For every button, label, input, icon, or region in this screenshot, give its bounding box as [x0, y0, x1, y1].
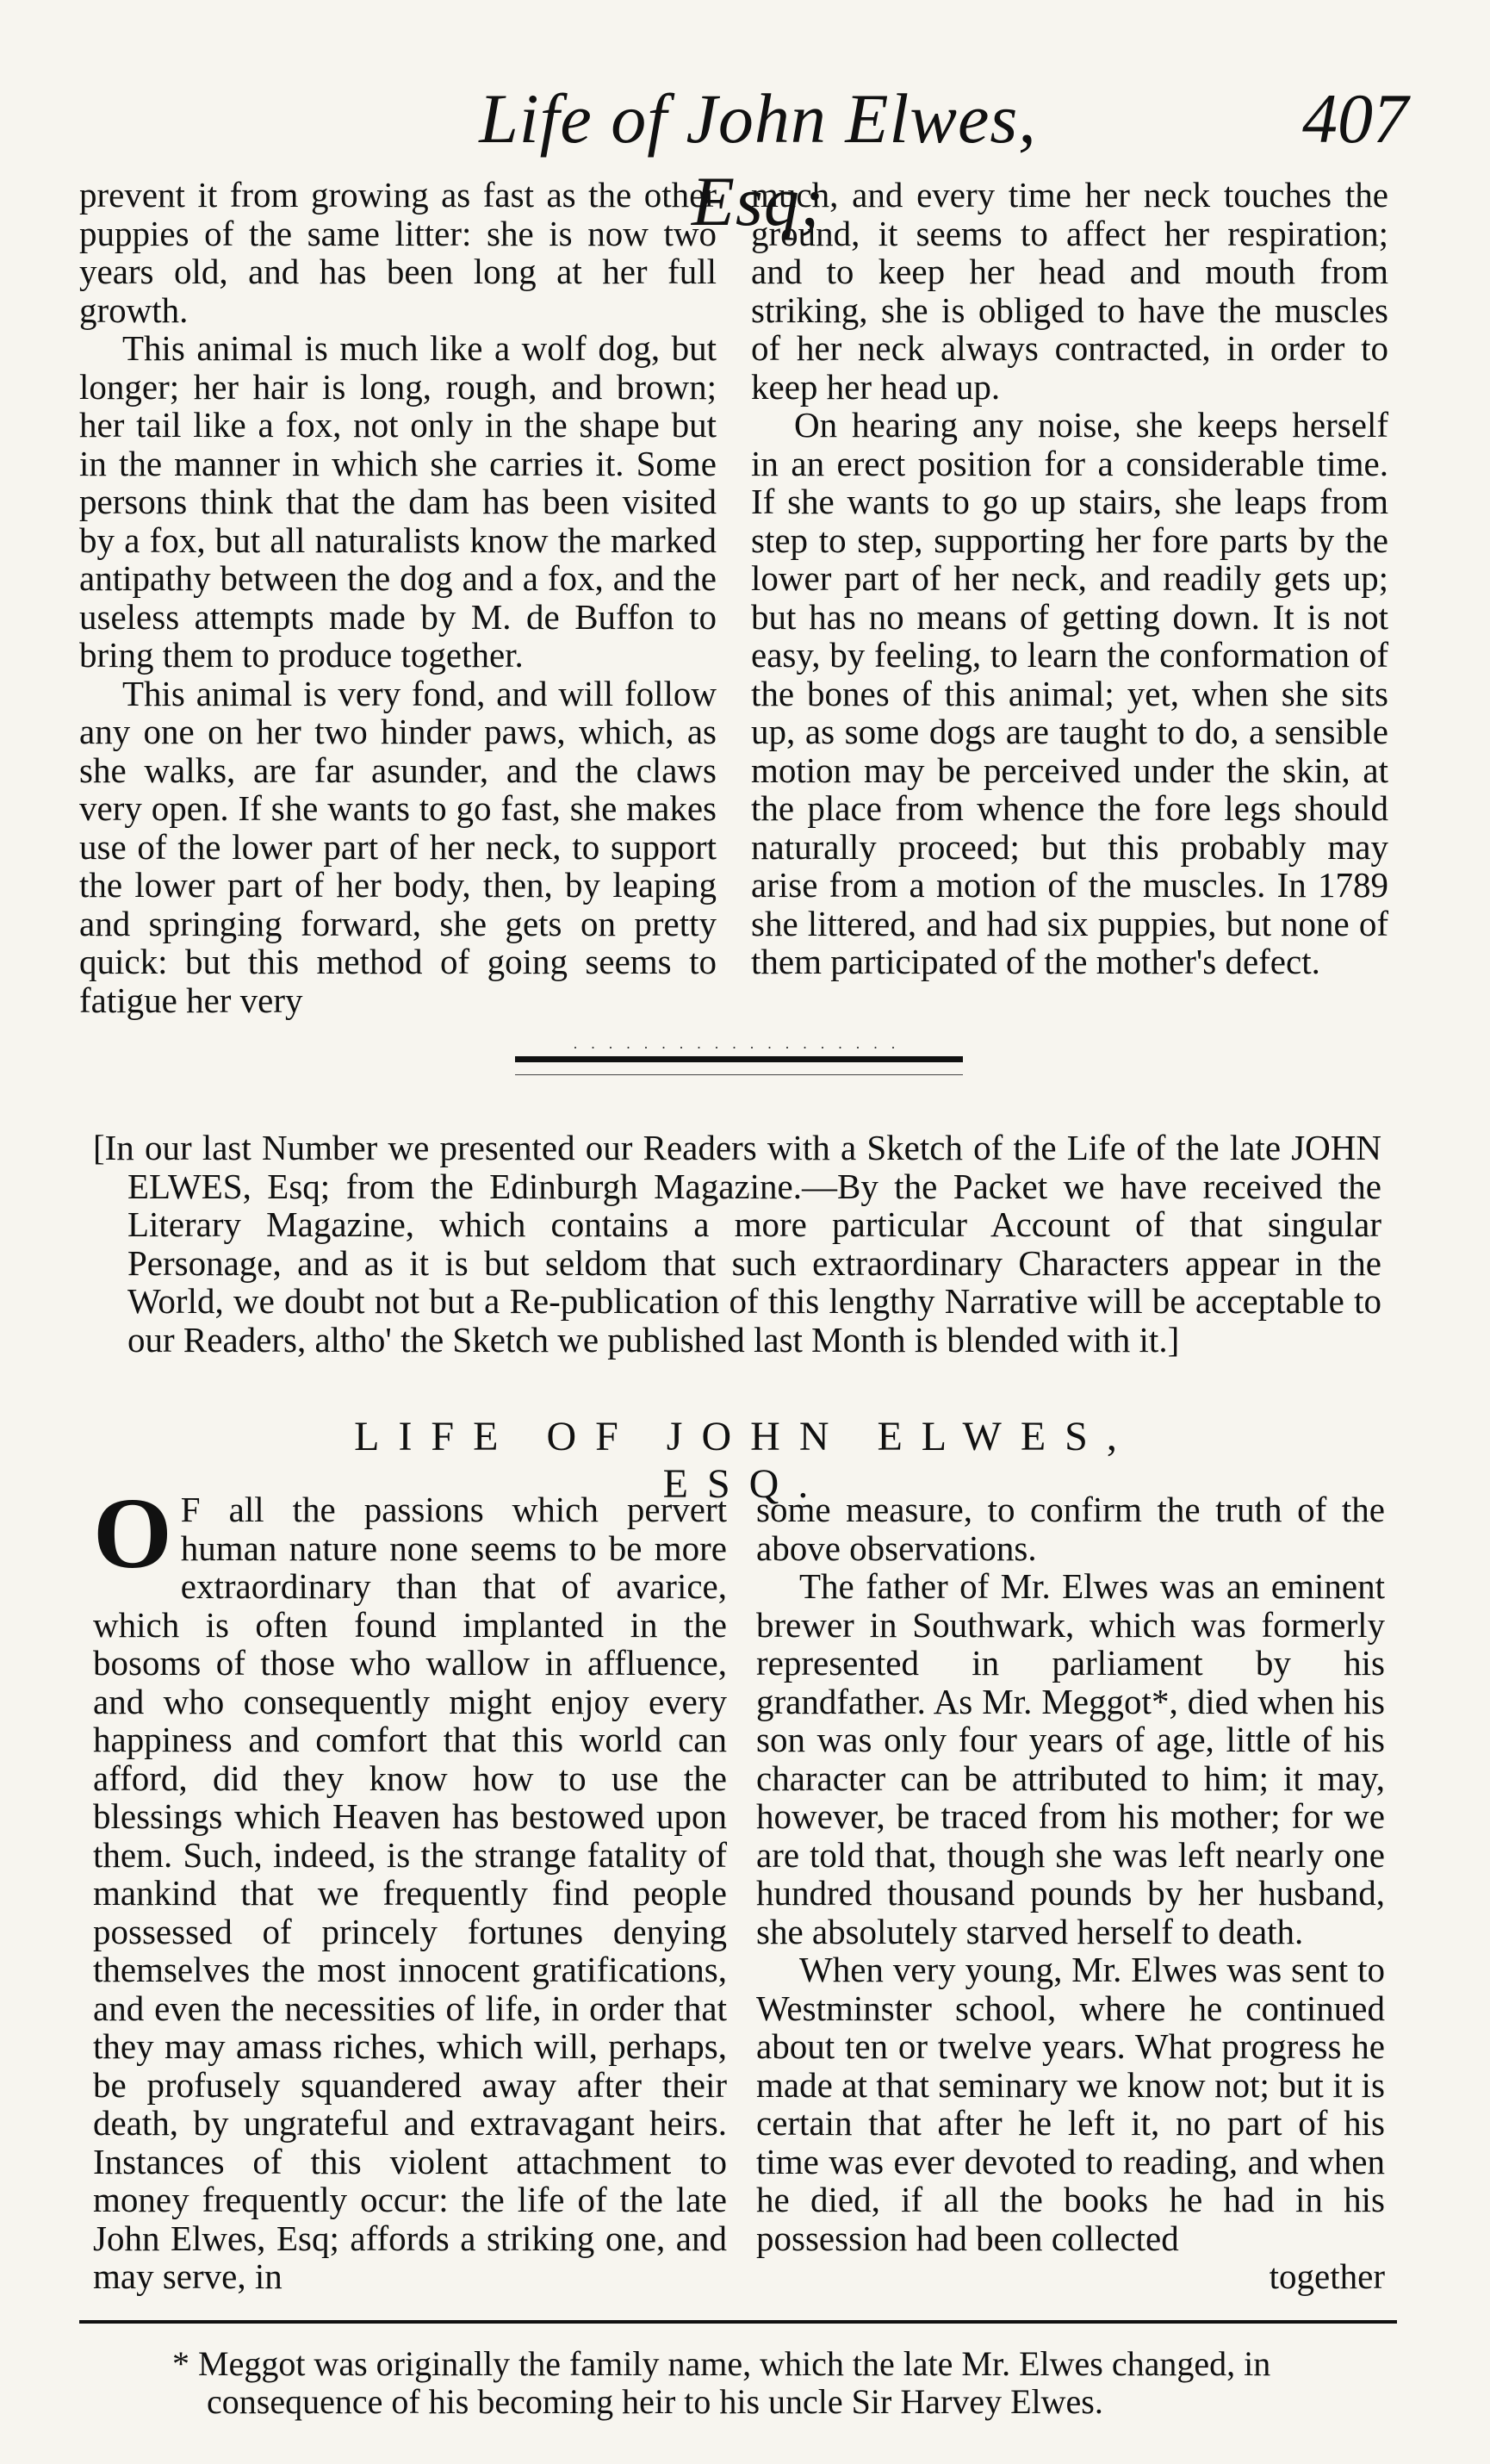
section-divider-rule: [515, 1056, 963, 1075]
running-title: Life of John Elwes, Esq;: [479, 79, 1037, 240]
catchword: together: [1269, 2256, 1385, 2296]
article-title: LIFE OF JOHN ELWES, ESQ.: [354, 1414, 1136, 1507]
paragraph: some measure, to confirm the truth of the above observations.: [756, 1490, 1385, 1568]
paragraph: [93, 1477, 727, 2296]
paragraph-text: F all the passions which pervert human nature none seems to be more extraordinary than that of avarice, which is often found implanted in the bosoms of those who wallow in affluence, and who consequently might enjoy every happiness and comfort that this world can afford, did they know how to use the blessings which Heaven has bestowed upon them. Such, indeed, is the strange fatality of mankind that we frequently find people possessed of princely fortunes denying themselves the most innocent gratifications, and even the necessities of life, in order that they may amass riches, which will, perhaps, be profusely squandered away after their death, by ungrateful and extravagant heirs. Instances of this violent attachment to money frequently occur: the life of the late John Elwes, Esq; affords a striking one, and may serve, in: [93, 1490, 727, 2296]
paragraph: This animal is much like a wolf dog, but longer; her hair is long, rough, and brown; her tail like a fox, not only in the shape but in the manner in which she carries it. Some persons think that the dam has been visited by a fox, but all naturalists know the marked antipathy between the dog and a fox, and the useless attempts made by M. de Buffon to bring them to produce together.: [79, 328, 717, 675]
paragraph: much, and every time her neck touches the ground, it seems to affect her respiration; and to keep her head and mouth from striking, she is obliged to have the muscles of her neck always contracted, in order to keep her head up.: [751, 175, 1388, 407]
footnote-rule: [79, 2320, 1397, 2324]
running-header: [0, 69, 1490, 240]
ornament-dots: · · · · · · · · · · · · · · · · · · ·: [573, 1039, 900, 1056]
editorial-note: [93, 1129, 1381, 1359]
editorial-note-text: [In our last Number we presented our Readers with a Sketch of the Life of the late JOHN ELWES, Esq; from the Edinburgh Magazine.—By the Packet we have received the Literary Magazine, which contains a more particular Account of that singular Personage, and as it is but seldom that such extraordinary Characters appear in the World, we doubt not but a Re-publication of this lengthy Narrative will be acceptable to our Readers, altho' the Sketch we published last Month is blended with it.]: [93, 1128, 1381, 1360]
drop-cap: O: [93, 1477, 172, 1590]
article-right-column: [756, 1490, 1385, 2296]
footnote-text: * Meggot was originally the family name, which the late Mr. Elwes changed, in consequence of his becoming heir to his uncle Sir Harvey Elwes.: [172, 2344, 1271, 2421]
paragraph: On hearing any noise, she keeps herself in an erect position for a considerable time. If she wants to go up stairs, she leaps from step to step, supporting her fore parts by the lower part of her neck, and readily gets up; but has no means of getting down. It is not easy, by feeling, to learn the conformation of the bones of this animal; yet, when she sits up, as some dogs are taught to do, a sensible motion may be perceived under the skin, at the place from whence the fore legs should naturally proceed; but this probably may arise from a motion of the muscles. In 1789 she littered, and had six puppies, but none of them participated of the mother's defect.: [751, 405, 1388, 981]
paragraph: When very young, Mr. Elwes was sent to Westminster school, where he continued about ten or twelve years. What progress he made at that seminary we know not; but it is certain that after he left it, no part of his time was ever devoted to reading, and when he died, if all the books he had in his possession had been collected: [756, 1950, 1385, 2258]
right-column-top: [751, 176, 1388, 981]
article-left-column: [93, 1477, 727, 2296]
paragraph: The father of Mr. Elwes was an eminent brewer in Southwark, which was formerly represented in parliament by his grandfather. As Mr. Meggot*, died when his son was only four years of age, little of his character can be attributed to him; it may, however, be traced from his mother; for we are told that, though she was left nearly one hundred thousand pounds by her husband, she absolutely starved herself to death.: [756, 1566, 1385, 1951]
paragraph: This animal is very fond, and will follow any one on her two hinder paws, which, as she walks, are far asunder, and the claws very open. If she wants to go fast, she makes use of the lower part of her neck, to support the lower part of her body, then, by leaping and springing forward, she gets on pretty quick: but this method of going seems to fatigue her very: [79, 673, 717, 1020]
page-number: 407: [1302, 79, 1408, 158]
paragraph: prevent it from growing as fast as the other puppies of the same litter: she is now two years old, and has been long at her full growth.: [79, 175, 717, 330]
left-column-top: [79, 176, 717, 1019]
footnote: [155, 2345, 1404, 2421]
